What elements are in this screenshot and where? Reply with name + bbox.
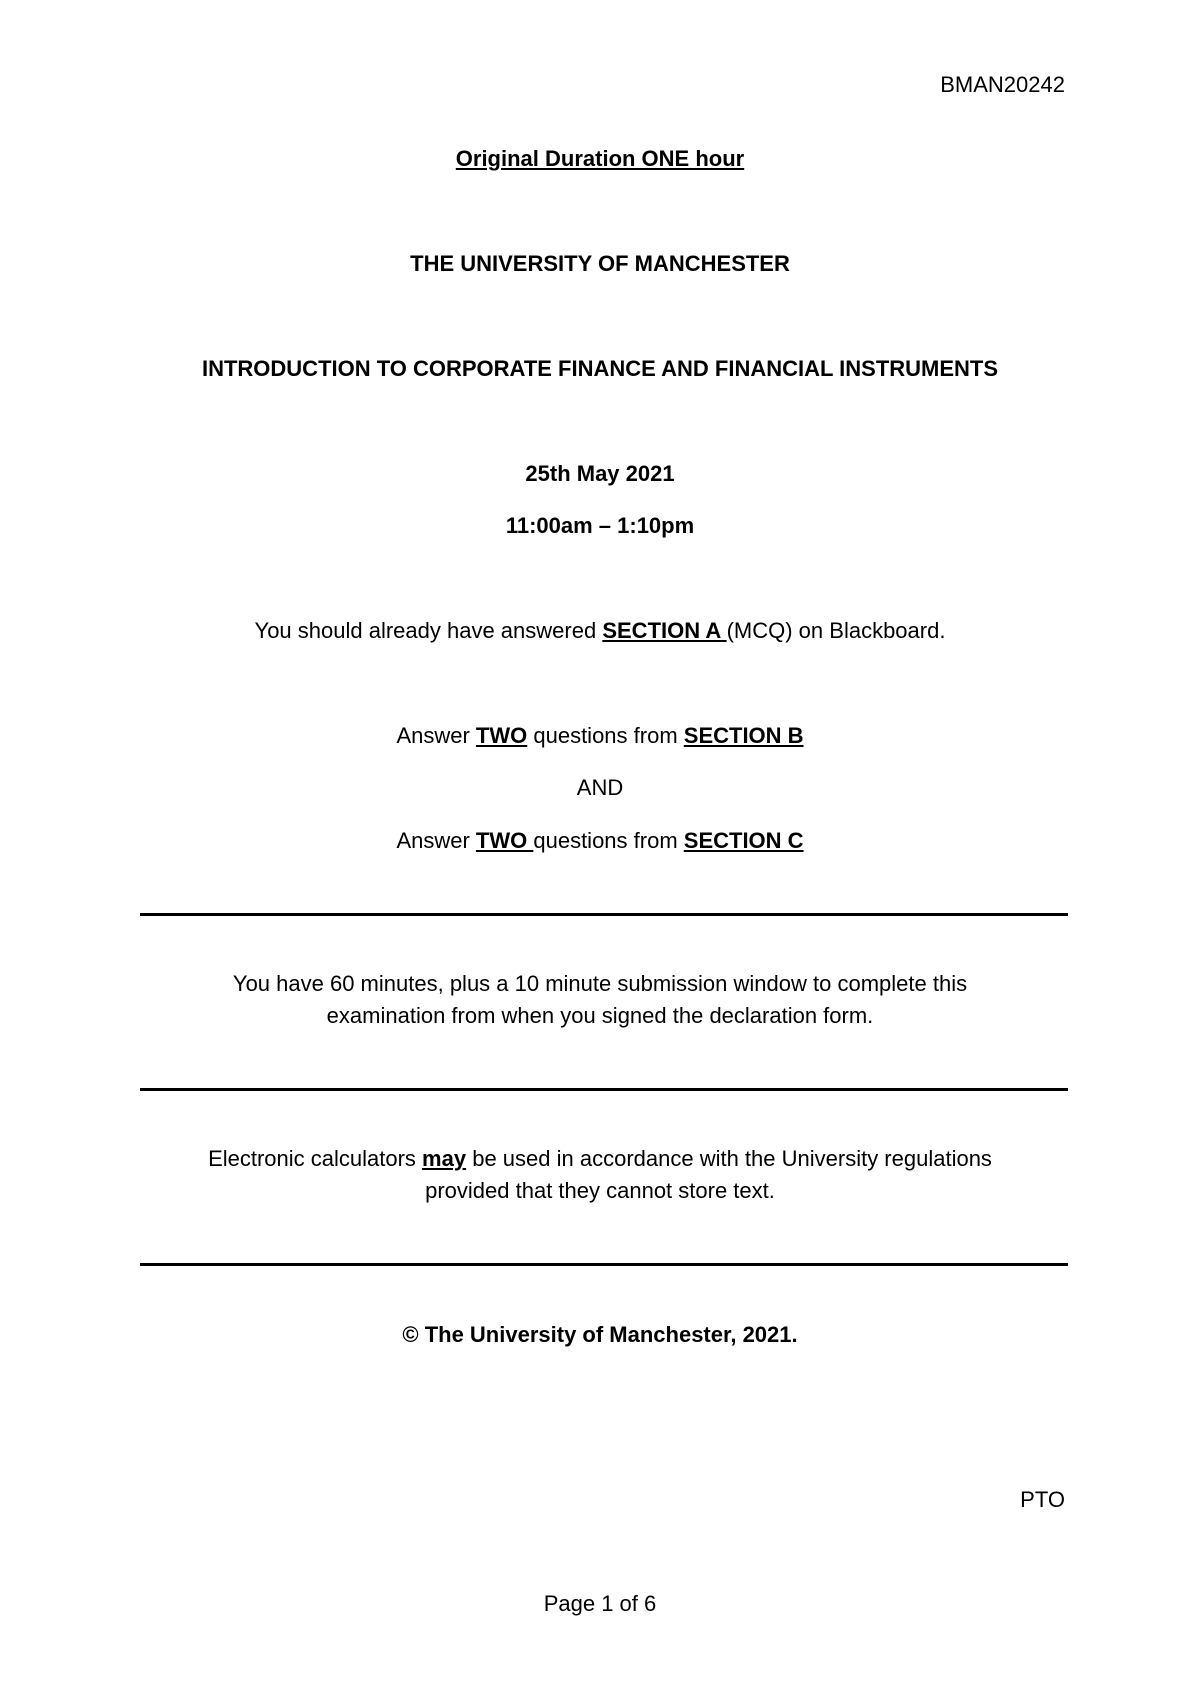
page-number: Page 1 of 6 [543,1591,657,1616]
calculator-suffix: be used in accordance with the University regulations [466,1146,992,1171]
section-b-prefix: Answer [396,723,476,748]
calculator-prefix: Electronic calculators [208,1146,423,1171]
section-c-middle: questions from [533,828,684,853]
section-a-prefix: You should already have answered [254,618,603,643]
calculator-notice-line-2: provided that they cannot store text. [425,1178,775,1203]
section-b-instruction [0,723,1200,749]
section-c-count: TWO [475,828,534,853]
section-a-emphasis: SECTION A [602,618,727,643]
divider-rule-2 [140,1088,1068,1091]
divider-rule-1 [140,913,1068,916]
section-a-suffix: (MCQ) on Blackboard. [726,618,946,643]
conjunction-and: AND [576,775,624,800]
calculator-emphasis: may [422,1146,467,1171]
course-title: INTRODUCTION TO CORPORATE FINANCE AND FINANCIAL INSTRUMENTS [201,356,999,381]
course-code: BMAN20242 [940,72,1065,97]
calculator-notice [0,1143,1200,1207]
copyright-notice: © The University of Manchester, 2021. [402,1322,798,1347]
time-notice [0,968,1200,1032]
section-c-prefix: Answer [396,828,476,853]
time-notice-line-2: examination from when you signed the declaration form. [326,1003,874,1028]
duration-heading: Original Duration ONE hour [455,146,745,171]
exam-date: 25th May 2021 [525,461,675,486]
calculator-notice-line-1 [0,1143,1200,1175]
exam-time: 11:00am – 1:10pm [505,513,695,538]
section-b-label: SECTION B [683,723,804,748]
section-c-label: SECTION C [683,828,804,853]
pto-label: PTO [1020,1487,1065,1512]
time-notice-line-1: You have 60 minutes, plus a 10 minute submission window to complete this [232,971,968,996]
section-b-count: TWO [475,723,528,748]
section-b-middle: questions from [527,723,684,748]
university-name: THE UNIVERSITY OF MANCHESTER [410,251,790,276]
section-c-instruction [0,828,1200,854]
divider-rule-3 [140,1263,1068,1266]
section-a-instruction [0,618,1200,644]
